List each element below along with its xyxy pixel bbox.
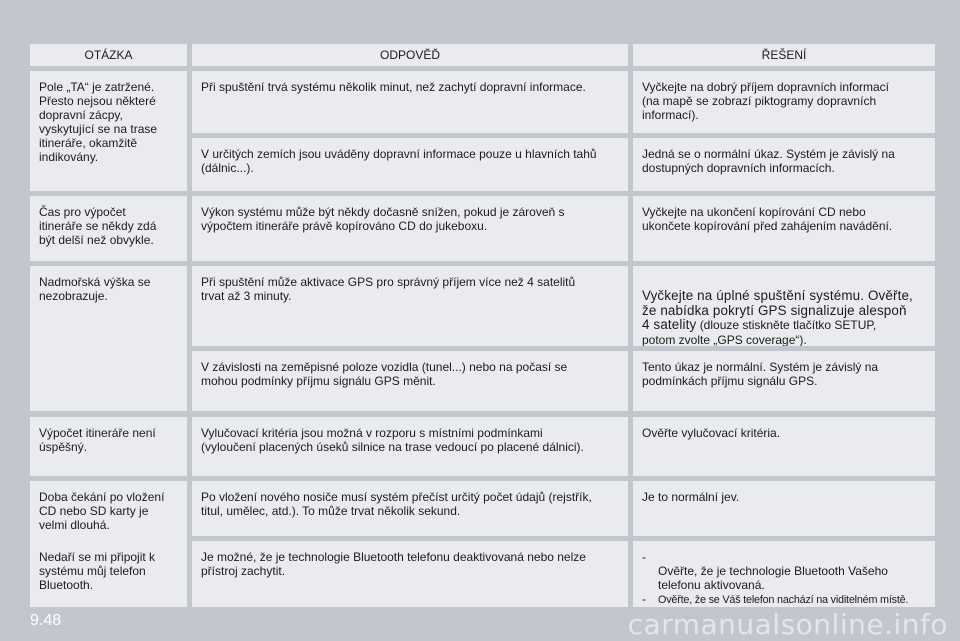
solution-cell: Vyčkejte na dobrý příjem dopravních informací (na mapě se zobrazí piktogramy dopravních informací). [633, 71, 935, 133]
list-item-text: Ověřte, že se Váš telefon nachází na viditelném místě. [658, 594, 909, 606]
list-dash: - [642, 550, 646, 564]
answer-cell: Po vložení nového nosiče musí systém přečíst určitý počet údajů (rejstřík, titul, umělec, atd.). To může trvat několik sekund. [192, 481, 628, 536]
list-item [642, 592, 926, 607]
watermark: carmanualsonline.info [627, 608, 948, 641]
solution-list [642, 550, 926, 607]
solution-cell: Tento úkaz je normální. Systém je závislý na podmínkách příjmu signálu GPS. [633, 351, 935, 411]
question-cell: Pole „TA“ je zatržené. Přesto nejsou některé dopravní zácpy, vyskytující se na trase itineráře, okamžitě indikovány. [30, 71, 187, 191]
answer-cell: Při spuštění trvá systému několik minut, než zachytí dopravní informace. [192, 71, 628, 133]
solution-cell: Jedná se o normální úkaz. Systém je závislý na dostupných dopravních informacích. [633, 138, 935, 191]
answer-cell: Je možné, že je technologie Bluetooth telefonu deaktivovaná nebo nelze přístroj zachytit. [192, 541, 628, 607]
solution-cell: Vyčkejte na ukončení kopírování CD nebo ukončete kopírování před zahájením navádění. [633, 196, 935, 261]
solution-cell [633, 266, 935, 346]
answer-cell: V závislosti na zeměpisné poloze vozidla (tunel...) nebo na počasí se mohou podmínky příjmu signálu GPS měnit. [192, 351, 628, 411]
answer-cell: V určitých zemích jsou uváděny dopravní informace pouze u hlavních tahů (dálnic...). [192, 138, 628, 191]
list-item-text: Ověřte, že je technologie Bluetooth Vašeho telefonu aktivovaná. [658, 564, 888, 592]
solution-cell: Je to normální jev. [633, 481, 935, 536]
solution-cell [633, 541, 935, 607]
answer-cell: Výkon systému může být někdy dočasně snížen, pokud je zároveň s výpočtem itineráře právě kopírováno CD do jukeboxu. [192, 196, 628, 261]
list-item [642, 550, 926, 592]
question-cell: Nedaří se mi připojit k systému můj telefon Bluetooth. [30, 541, 187, 607]
header-answer: ODPOVĚĎ [192, 44, 628, 66]
page-number: 9.48 [30, 612, 62, 629]
solution-cell: Ověřte vylučovací kritéria. [633, 417, 935, 476]
question-cell: Nadmořská výška se nezobrazuje. [30, 266, 187, 411]
answer-cell: Při spuštění může aktivace GPS pro správný příjem více než 4 satelitů trvat až 3 minuty. [192, 266, 628, 346]
question-cell: Doba čekání po vložení CD nebo SD karty je velmi dlouhá. [30, 481, 187, 541]
list-dash: - [642, 592, 646, 606]
solution-emphasis-text: Vyčkejte na úplné spuštění systému. Ověřte, že nabídka pokrytí GPS signalizuje alespoň 4 satelity [642, 288, 913, 332]
question-cell: Výpočet itineráře není úspěšný. [30, 417, 187, 476]
header-solution: ŘEŠENÍ [633, 44, 935, 66]
question-cell: Čas pro výpočet itineráře se někdy zdá být delší než obvykle. [30, 196, 187, 261]
answer-cell: Vylučovací kritéria jsou možná v rozporu s místními podmínkami (vyloučení placených úseků silnice na trase vedoucí po placené dálnici). [192, 417, 628, 476]
solution-note-text: (dlouze stiskněte tlačítko SETUP, potom zvolte „GPS coverage“). [642, 318, 877, 346]
header-question: OTÁZKA [30, 44, 187, 66]
